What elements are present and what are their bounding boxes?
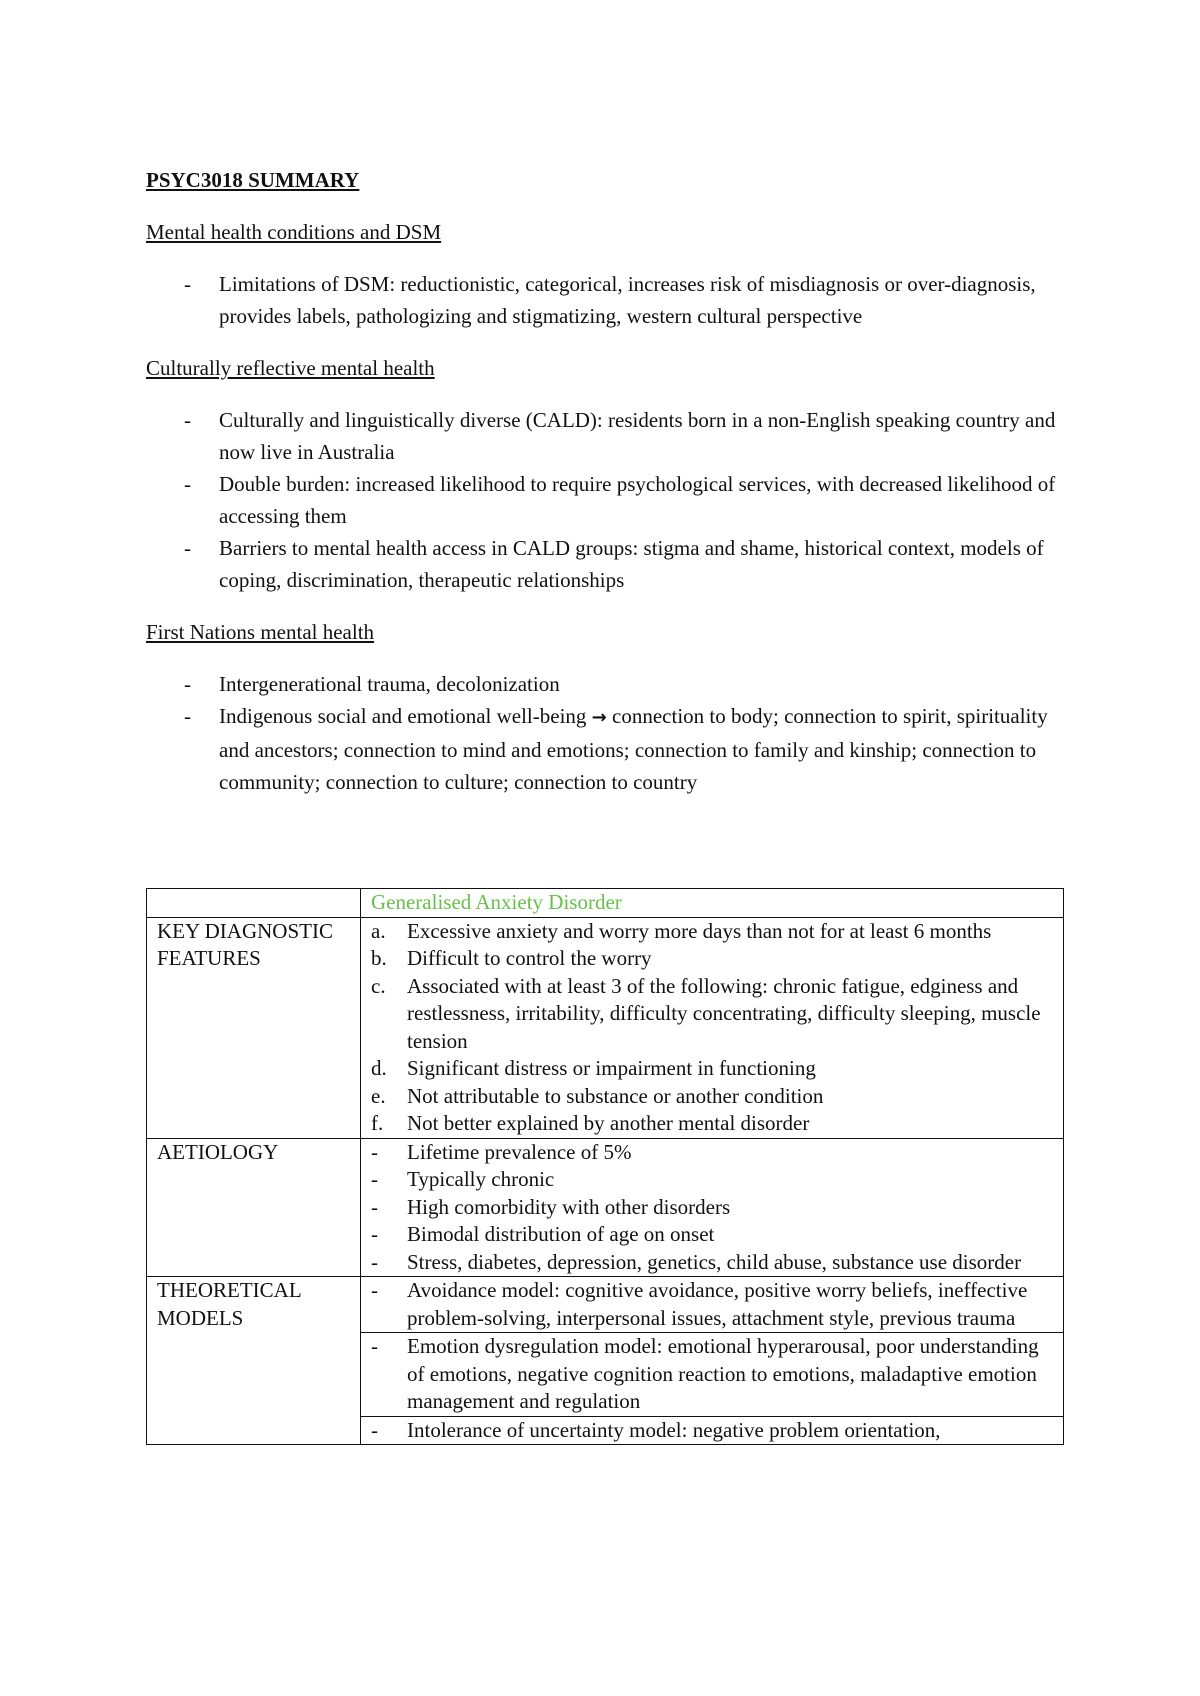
- list-item: - Lifetime prevalence of 5%: [371, 1139, 632, 1164]
- list-item: - Double burden: increased likelihood to require psychological services, with decreased likelihood of accessing them: [146, 468, 1066, 532]
- dash-bullet: -: [184, 472, 191, 496]
- table-header-gad: Generalised Anxiety Disorder: [361, 889, 1064, 918]
- gad-summary-table: [146, 888, 1064, 1445]
- table-cell: [361, 1416, 1064, 1445]
- list-item: c. Associated with at least 3 of the following: chronic fatigue, edginess and restlessness, irritability, difficulty concentrating, difficulty sleeping, muscle tension: [371, 973, 1041, 1053]
- dash-bullet: -: [184, 672, 191, 696]
- table-row: [147, 917, 1064, 1138]
- table-cell-empty: [147, 889, 361, 918]
- dsm-list: [146, 268, 1066, 332]
- row-label-theoretical-models: THEORETICAL MODELS: [147, 1277, 361, 1445]
- list-item: - Limitations of DSM: reductionistic, categorical, increases risk of misdiagnosis or over-diagnosis, provides labels, pathologizing and stigmatizing, western cultural perspective: [146, 268, 1066, 332]
- cald-list: [146, 404, 1066, 596]
- dash-bullet: -: [184, 272, 191, 296]
- list-item: f. Not better explained by another mental disorder: [371, 1111, 810, 1135]
- document-body: [146, 164, 1066, 818]
- table-row: [147, 889, 1064, 918]
- dash-bullet: -: [184, 408, 191, 432]
- list-item: - Culturally and linguistically diverse (CALD): residents born in a non-English speaking country and now live in Australia: [146, 404, 1066, 468]
- list-item: - Emotion dysregulation model: emotional hyperarousal, poor understanding of emotions, negative cognition reaction to emotions, maladaptive emotion management and regulation: [371, 1334, 1039, 1413]
- document-title: PSYC3018 SUMMARY: [146, 168, 360, 192]
- table-cell: [361, 917, 1064, 1138]
- dash-bullet: -: [184, 704, 191, 728]
- section-heading-culturally-reflective: Culturally reflective mental health: [146, 356, 435, 380]
- list-item: - Bimodal distribution of age on onset: [371, 1222, 715, 1246]
- right-arrow-icon: →: [591, 707, 607, 728]
- list-item: e. Not attributable to substance or another condition: [371, 1083, 824, 1108]
- table-cell: [361, 1277, 1064, 1333]
- first-nations-list: [146, 668, 1066, 798]
- row-label-key-features: KEY DIAGNOSTIC FEATURES: [147, 917, 361, 1138]
- list-item: - Stress, diabetes, depression, genetics, child abuse, substance use disorder: [371, 1249, 1022, 1274]
- section-heading-first-nations: First Nations mental health: [146, 620, 375, 644]
- list-item: - Indigenous social and emotional well-being → connection to body; connection to spirit, spirituality and ancestors; connection to mind and emotions; connection to family and kinship; connection to community; connection to culture; connection to country: [146, 700, 1066, 798]
- list-item: - Typically chronic: [371, 1167, 555, 1191]
- list-item: - High comorbidity with other disorders: [371, 1194, 731, 1219]
- table-cell: [361, 1333, 1064, 1417]
- list-item: d. Significant distress or impairment in functioning: [371, 1056, 816, 1080]
- list-item: - Barriers to mental health access in CALD groups: stigma and shame, historical context, models of coping, discrimination, therapeutic relationships: [146, 532, 1066, 596]
- table-cell: [361, 1138, 1064, 1277]
- list-item: - Intergenerational trauma, decolonization: [146, 668, 1066, 700]
- diagnostic-features-list: [371, 918, 1055, 1138]
- dash-bullet: -: [184, 536, 191, 560]
- list-item: - Avoidance model: cognitive avoidance, positive worry beliefs, ineffective problem-solving, interpersonal issues, attachment style, previous trauma: [371, 1278, 1028, 1330]
- table-row: [147, 1138, 1064, 1277]
- row-label-aetiology: AETIOLOGY: [147, 1138, 361, 1277]
- list-item: - Intolerance of uncertainty model: negative problem orientation,: [371, 1417, 941, 1442]
- table-row: [147, 1277, 1064, 1333]
- list-item: b. Difficult to control the worry: [371, 946, 652, 970]
- aetiology-list: [371, 1139, 1055, 1277]
- section-heading-dsm: Mental health conditions and DSM: [146, 220, 442, 244]
- list-item: a. Excessive anxiety and worry more days than not for at least 6 months: [371, 918, 992, 943]
